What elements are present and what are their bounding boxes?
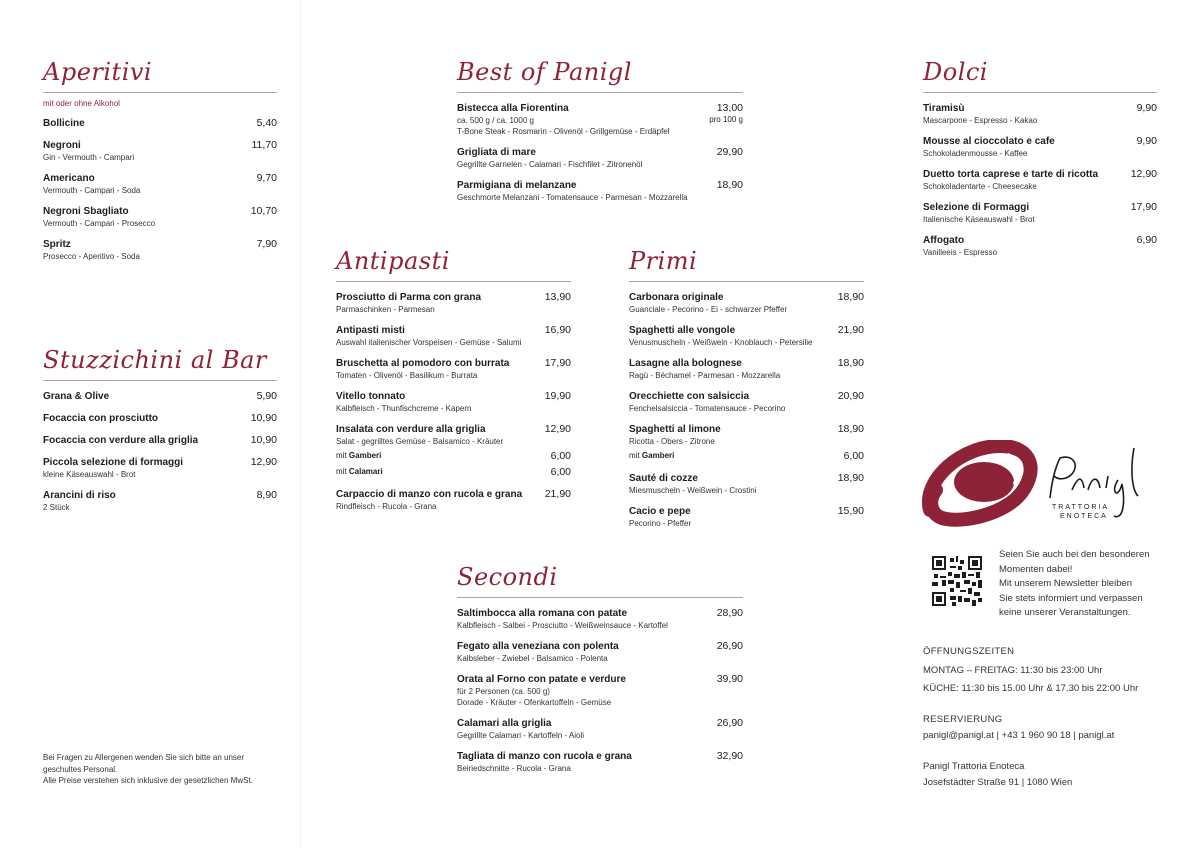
- aperitivi-section: [43, 58, 277, 262]
- menu-item: [629, 472, 864, 496]
- dish-name: Bollicine: [43, 118, 85, 129]
- dish-price: 6,90: [1136, 234, 1157, 246]
- dish-price: 18,90: [837, 291, 864, 303]
- secondi-section: [457, 563, 743, 774]
- extra-name: Gamberi: [641, 451, 675, 460]
- extra-price: 6,00: [550, 466, 571, 478]
- extra-prefix: mit: [629, 451, 640, 460]
- dish-name: Grana & Olive: [43, 391, 110, 402]
- dish-extra: [629, 449, 864, 463]
- antipasti-section: [336, 247, 571, 512]
- menu-item: [43, 456, 277, 480]
- newsletter-line: Momenten dabei!: [999, 563, 1073, 575]
- dish-price: 18,90: [716, 179, 743, 191]
- secondi-title: Secondi: [457, 563, 558, 591]
- aperitivi-note: mit oder ohne Alkohol: [43, 99, 120, 108]
- dish-name: Sauté di cozze: [629, 473, 698, 484]
- dish-name: Prosciutto di Parma con grana: [336, 292, 482, 303]
- dish-description: Kalbsleber - Zwiebel - Balsamico - Polenta: [457, 654, 608, 663]
- logo-sub-enoteca: ENOTECA: [1060, 513, 1108, 520]
- stuzzichini-list: [43, 390, 277, 513]
- best-of-section: [457, 58, 743, 203]
- dish-name: Saltimbocca alla romana con patate: [457, 608, 628, 619]
- menu-item: [629, 324, 864, 348]
- dish-description: Venusmuscheln - Weißwein - Knoblauch - Petersilie: [629, 338, 813, 347]
- dish-price: 15,90: [837, 505, 864, 517]
- dish-price: 9,90: [1136, 102, 1157, 114]
- dish-description: Parmaschinken - Parmesan: [336, 305, 435, 314]
- dish-name: Tiramisù: [923, 103, 965, 114]
- allergen-footnote: [43, 752, 283, 787]
- dish-name: Tagliata di manzo con rucola e grana: [457, 751, 632, 762]
- dish-description: Mascarpone - Espresso - Kakao: [923, 116, 1038, 125]
- dish-price: 20,90: [837, 390, 864, 402]
- dish-price: 16,90: [544, 324, 571, 336]
- dish-price: 5,40: [256, 117, 277, 129]
- dish-description: Tomaten - Olivenöl - Basilikum - Burrata: [336, 371, 478, 380]
- antipasti-title: Antipasti: [336, 247, 450, 275]
- dish-name: Duetto torta caprese e tarte di ricotta: [923, 169, 1099, 180]
- menu-item: [923, 135, 1157, 159]
- dish-name: Focaccia con prosciutto: [43, 413, 159, 424]
- reservation-heading: RESERVIERUNG: [923, 714, 1003, 725]
- secondi-rule: [457, 597, 743, 598]
- dish-name: Spaghetti alle vongole: [629, 325, 736, 336]
- dish-price: 13,90: [544, 291, 571, 303]
- restaurant-name: Panigl Trattoria Enoteca: [923, 761, 1025, 772]
- reservation-contact[interactable]: panigl@panigl.at | +43 1 960 90 18 | panigl.at: [923, 729, 1115, 741]
- dolci-section: [923, 58, 1157, 258]
- dish-price: 8,90: [256, 489, 277, 501]
- dish-description: Kalbfleisch - Salbei - Prosciutto - Weißweinsauce - Kartoffel: [457, 621, 668, 630]
- opening-hours-heading: ÖFFNUNGSZEITEN: [923, 646, 1015, 657]
- menu-item: [629, 423, 864, 447]
- logo-mark-icon: [922, 440, 1162, 530]
- dish-description: Kalbfleisch - Thunfischcreme - Kapern: [336, 404, 472, 413]
- menu-item: [629, 505, 864, 529]
- menu-item: [629, 357, 864, 381]
- dish-name: Bistecca alla Fiorentina: [457, 103, 569, 114]
- menu-item: [457, 179, 743, 203]
- dish-name: Grigliata di mare: [457, 147, 536, 158]
- dish-price: 32,90: [716, 750, 743, 762]
- dish-name: Fegato alla veneziana con polenta: [457, 641, 619, 652]
- dish-name: Vitello tonnato: [336, 391, 406, 402]
- dish-description: Miesmuscheln - Weißwein - Crostini: [629, 486, 757, 495]
- dish-price: 9,90: [1136, 135, 1157, 147]
- dish-price: 11,70: [251, 139, 277, 151]
- dish-price: 28,90: [716, 607, 743, 619]
- menu-item: [336, 291, 571, 315]
- stuzzichini-rule: [43, 380, 277, 381]
- dish-price: 26,90: [716, 640, 743, 652]
- dish-description: Ragù - Béchamel - Parmesan - Mozzarella: [629, 371, 781, 380]
- dish-name: Selezione di Formaggi: [923, 202, 1030, 213]
- menu-item: [457, 717, 743, 741]
- logo-sub-trattoria: TRATTORIA: [1052, 504, 1110, 511]
- primi-section: [629, 247, 864, 529]
- menu-item: [43, 412, 277, 425]
- dish-description: Vermouth - Campari - Soda: [43, 186, 141, 195]
- menu-item: [457, 607, 743, 631]
- dish-name: Mousse al cioccolato e cafe: [923, 136, 1055, 147]
- extra-prefix: mit: [336, 451, 347, 460]
- dish-description: Dorade - Kräuter - Ofenkartoffeln - Gemüse: [457, 698, 612, 707]
- best-of-rule: [457, 92, 743, 93]
- menu-item: [923, 168, 1157, 192]
- dish-price: 18,90: [837, 472, 864, 484]
- dish-name: Antipasti misti: [336, 325, 405, 336]
- menu-item: [923, 201, 1157, 225]
- dish-name: Affogato: [923, 235, 965, 246]
- dish-price: 13,00: [716, 102, 743, 114]
- dish-description: Pecorino - Pfeffer: [629, 519, 692, 528]
- dish-price: 29,90: [716, 146, 743, 158]
- stuzzichini-title: Stuzzichini al Bar: [43, 346, 267, 374]
- dish-description: Vanilleeis - Espresso: [923, 248, 998, 257]
- dish-description: für 2 Personen (ca. 500 g): [457, 687, 550, 696]
- best-of-list: [457, 102, 743, 203]
- menu-item: [43, 205, 277, 229]
- panigl-logo: [922, 440, 1162, 530]
- menu-item: [336, 357, 571, 381]
- dish-name: Calamari alla griglia: [457, 718, 552, 729]
- dish-description: Guanciale - Pecorino - Ei - schwarzer Pfeffer: [629, 305, 788, 314]
- menu-item: [336, 324, 571, 348]
- dish-name: Arancini di riso: [43, 490, 116, 501]
- menu-item: [43, 139, 277, 163]
- dish-description: Vermouth - Campari - Prosecco: [43, 219, 156, 228]
- menu-item: [457, 750, 743, 774]
- dish-description: Italienische Käseauswahl - Brot: [923, 215, 1035, 224]
- opening-hours-weekdays: MONTAG – FREITAG: 11:30 bis 23:00 Uhr: [923, 664, 1103, 676]
- extra-name: Gamberi: [348, 451, 382, 460]
- menu-item: [336, 423, 571, 447]
- dish-description: Schokoladentarte - Cheesecake: [923, 182, 1037, 191]
- primi-title: Primi: [629, 247, 698, 275]
- dish-price: 12,90: [250, 456, 277, 468]
- best-of-title: Best of Panigl: [457, 58, 632, 86]
- dish-price: 10,90: [250, 412, 277, 424]
- dish-name: Carbonara originale: [629, 292, 724, 303]
- dish-price: 18,90: [837, 357, 864, 369]
- dish-name: Lasagne alla bolognese: [629, 358, 742, 369]
- menu-item: [923, 234, 1157, 258]
- menu-item: [43, 489, 277, 513]
- dish-price: 10,90: [250, 434, 277, 446]
- dish-name: Insalata con verdure alla griglia: [336, 424, 486, 435]
- dish-name: Bruschetta al pomodoro con burrata: [336, 358, 510, 369]
- dish-description: Auswahl italienischer Vorspeisen - Gemüse - Salumi: [336, 338, 522, 347]
- dish-description: Beiriedschnitte - Rucola - Grana: [457, 764, 571, 773]
- dish-description: T-Bone Steak - Rosmarin - Olivenöl - Grillgemüse - Erdäpfel: [457, 127, 670, 136]
- menu-item: [629, 291, 864, 315]
- extra-name: Calamari: [348, 467, 383, 476]
- dish-price: 12,90: [1130, 168, 1157, 180]
- newsletter-qr-code[interactable]: [932, 556, 982, 606]
- menu-item: [43, 238, 277, 262]
- dish-name: Cacio e pepe: [629, 506, 691, 517]
- newsletter-text: [999, 548, 1169, 621]
- dish-description: Gin - Vermouth - Campari: [43, 153, 135, 162]
- newsletter-line: Sie stets informiert und verpassen: [999, 592, 1143, 604]
- menu-item: [43, 172, 277, 196]
- dish-price: 21,90: [544, 488, 571, 500]
- menu-item: [457, 146, 743, 170]
- dish-name: Spaghetti al limone: [629, 424, 721, 435]
- secondi-list: [457, 607, 743, 774]
- opening-hours: [923, 644, 1183, 697]
- dish-price: 26,90: [716, 717, 743, 729]
- dish-description: Schokoladenmousse - Kaffee: [923, 149, 1028, 158]
- menu-item: [457, 640, 743, 664]
- footnote-allergens: Bei Fragen zu Allergenen wenden Sie sich bitte an unser geschultes Personal.: [43, 753, 245, 774]
- dish-name: Focaccia con verdure alla griglia: [43, 435, 199, 446]
- dish-extra: [336, 465, 571, 479]
- dish-price: 7,90: [256, 238, 277, 250]
- menu-item: [336, 488, 571, 512]
- dish-description: 2 Stück: [43, 503, 70, 512]
- menu-item: [629, 390, 864, 414]
- primi-rule: [629, 281, 864, 282]
- dish-description: ca. 500 g / ca. 1000 g: [457, 116, 534, 125]
- dish-description: Gegrillte Calamari - Kartoffeln - Aioli: [457, 731, 585, 740]
- opening-hours-kitchen: KÜCHE: 11:30 bis 15.00 Uhr & 17.30 bis 22:00 Uhr: [923, 683, 1139, 694]
- dish-price: 39,90: [716, 673, 743, 685]
- aperitivi-title: Aperitivi: [43, 58, 153, 86]
- reservation-info: [923, 712, 1183, 743]
- menu-item: [457, 673, 743, 708]
- dish-price-unit: pro 100 g: [709, 115, 743, 124]
- dish-name: Negroni: [43, 140, 81, 151]
- dish-name: Negroni Sbagliato: [43, 206, 129, 217]
- menu-item: [43, 117, 277, 130]
- newsletter-line: keine unserer Veranstaltungen.: [999, 607, 1131, 618]
- primi-list: [629, 291, 864, 529]
- extra-price: 6,00: [843, 450, 864, 462]
- dish-price: 19,90: [544, 390, 571, 402]
- menu-item: [457, 102, 743, 137]
- restaurant-address: Josefstädter Straße 91 | 1080 Wien: [923, 776, 1073, 788]
- dolci-title: Dolci: [923, 58, 988, 86]
- menu-item: [43, 390, 277, 403]
- dish-price: 17,90: [1130, 201, 1157, 213]
- dish-description: Geschmorte Melanzani - Tomatensauce - Parmesan - Mozzarella: [457, 193, 688, 202]
- dish-name: Spritz: [43, 239, 71, 250]
- qr-code-icon: [932, 556, 982, 606]
- footnote-vat: Alle Preise verstehen sich inklusive der gesetzlichen MwSt.: [43, 776, 253, 785]
- dish-price: 5,90: [256, 390, 277, 402]
- dolci-list: [923, 102, 1157, 258]
- dish-description: Salat - gegrilltes Gemüse - Balsamico - Kräuter: [336, 437, 504, 446]
- dish-description: Fenchelsalsiccia - Tomatensauce - Pecorino: [629, 404, 786, 413]
- dish-price: 21,90: [837, 324, 864, 336]
- menu-item: [336, 390, 571, 414]
- dish-description: Rindfleisch - Rucola - Grana: [336, 502, 437, 511]
- dish-price: 17,90: [544, 357, 571, 369]
- dolci-rule: [923, 92, 1157, 93]
- dish-name: Carpaccio di manzo con rucola e grana: [336, 489, 523, 500]
- antipasti-rule: [336, 281, 571, 282]
- dish-price: 12,90: [544, 423, 571, 435]
- dish-price: 18,90: [837, 423, 864, 435]
- dish-name: Parmigiana di melanzane: [457, 180, 577, 191]
- dish-description: Ricotta - Obers - Zitrone: [629, 437, 715, 446]
- address-info: [923, 759, 1183, 790]
- dish-name: Americano: [43, 173, 95, 184]
- dish-description: Gegrillte Garnelen - Calamari - Fischfilet - Zitronenöl: [457, 160, 643, 169]
- dish-price: 10,70: [250, 205, 277, 217]
- dish-name: Orecchiette con salsiccia: [629, 391, 750, 402]
- dish-description: kleine Käseauswahl - Brot: [43, 470, 136, 479]
- antipasti-list: [336, 291, 571, 512]
- dish-price: 9,70: [256, 172, 277, 184]
- menu-item: [43, 434, 277, 447]
- dish-extra: [336, 449, 571, 463]
- menu-item: [923, 102, 1157, 126]
- newsletter-line: Mit unserem Newsletter bleiben: [999, 578, 1133, 589]
- stuzzichini-section: [43, 346, 277, 513]
- extra-prefix: mit: [336, 467, 347, 476]
- dish-name: Orata al Forno con patate e verdure: [457, 674, 626, 685]
- extra-price: 6,00: [550, 450, 571, 462]
- dish-name: Piccola selezione di formaggi: [43, 457, 184, 468]
- newsletter-line: Seien Sie auch bei den besonderen: [999, 549, 1150, 560]
- aperitivi-list: [43, 117, 277, 262]
- aperitivi-rule: [43, 92, 277, 93]
- dish-description: Prosecco - Aperitivo - Soda: [43, 252, 140, 261]
